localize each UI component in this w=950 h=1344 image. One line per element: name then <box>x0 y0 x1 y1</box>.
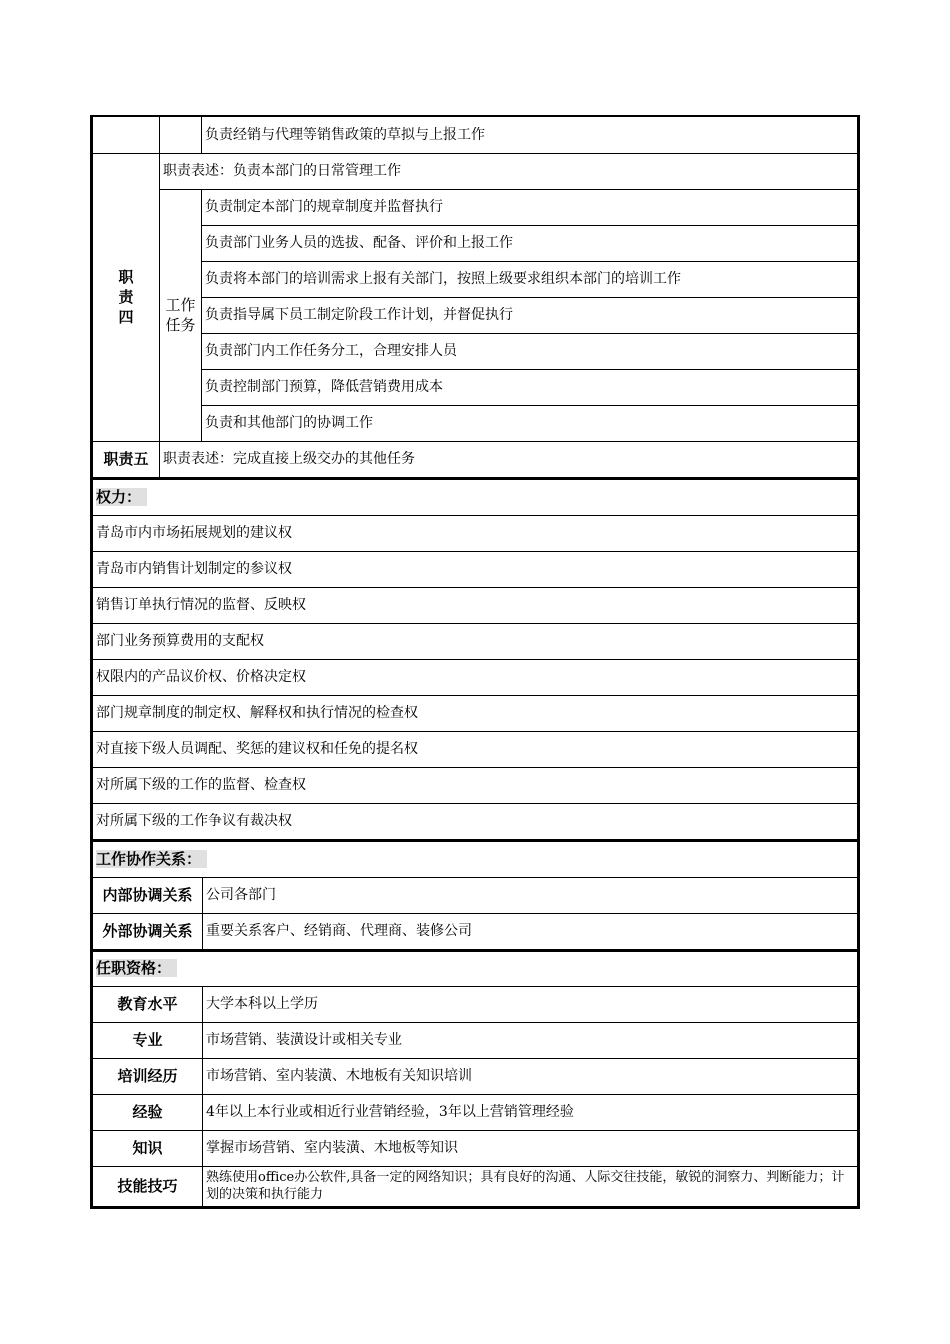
education-label: 教育水平 <box>93 986 203 1022</box>
skills-value: 熟练使用office办公软件,具备一定的网络知识；具有良好的沟通、人际交往技能，敏锐的洞察力、判断能力；计划的决策和执行能力 <box>203 1166 858 1206</box>
authority-header: 权力： <box>93 480 858 515</box>
authority-item: 对所属下级的工作的监督、检查权 <box>93 767 858 803</box>
duty-task-item: 负责将本部门的培训需求上报有关部门，按照上级要求组织本部门的培训工作 <box>202 261 858 297</box>
education-value: 大学本科以上学历 <box>203 986 858 1022</box>
experience-value: 4年以上本行业或相近行业营销经验，3年以上营销管理经验 <box>203 1094 858 1130</box>
cooperation-header: 工作协作关系： <box>93 842 858 877</box>
authority-item: 部门规章制度的制定权、解释权和执行情况的检查权 <box>93 695 858 731</box>
duty-five-statement: 职责表述：完成直接上级交办的其他任务 <box>160 441 858 477</box>
training-value: 市场营销、室内装潢、木地板有关知识培训 <box>203 1058 858 1094</box>
duty-task-item: 负责指导属下员工制定阶段工作计划，并督促执行 <box>202 297 858 333</box>
authority-item: 部门业务预算费用的支配权 <box>93 623 858 659</box>
major-value: 市场营销、装潢设计或相关专业 <box>203 1022 858 1058</box>
duty-task-item: 负责部门内工作任务分工，合理安排人员 <box>202 333 858 369</box>
external-coordination-label: 外部协调关系 <box>93 913 203 949</box>
empty-cell <box>160 117 202 153</box>
authority-table <box>90 478 860 842</box>
duty-task-item: 负责经销与代理等销售政策的草拟与上报工作 <box>202 117 858 153</box>
authority-item: 青岛市内销售计划制定的参议权 <box>93 551 858 587</box>
training-label: 培训经历 <box>93 1058 203 1094</box>
duty-five-label: 职责五 <box>93 441 160 477</box>
cooperation-table <box>90 840 860 952</box>
authority-item: 对所属下级的工作争议有裁决权 <box>93 803 858 839</box>
knowledge-label: 知识 <box>93 1130 203 1166</box>
duty-task-item: 负责和其他部门的协调工作 <box>202 405 858 441</box>
authority-item: 青岛市内市场拓展规划的建议权 <box>93 515 858 551</box>
external-coordination-value: 重要关系客户、经销商、代理商、装修公司 <box>203 913 858 949</box>
qualification-header: 任职资格： <box>93 951 858 986</box>
work-task-label: 工作 任务 <box>160 189 202 441</box>
skills-label: 技能技巧 <box>93 1166 203 1206</box>
authority-item: 权限内的产品议价权、价格决定权 <box>93 659 858 695</box>
duty-task-item: 负责制定本部门的规章制度并监督执行 <box>202 189 858 225</box>
duties-table <box>90 115 860 480</box>
authority-item: 对直接下级人员调配、奖惩的建议权和任免的提名权 <box>93 731 858 767</box>
major-label: 专业 <box>93 1022 203 1058</box>
duty-task-item: 负责部门业务人员的选拔、配备、评价和上报工作 <box>202 225 858 261</box>
duty-task-item: 负责控制部门预算，降低营销费用成本 <box>202 369 858 405</box>
internal-coordination-value: 公司各部门 <box>203 877 858 913</box>
authority-item: 销售订单执行情况的监督、反映权 <box>93 587 858 623</box>
qualification-table <box>90 949 860 1209</box>
knowledge-value: 掌握市场营销、室内装潢、木地板等知识 <box>203 1130 858 1166</box>
empty-cell <box>93 117 160 153</box>
duty-four-label: 职 责 四 <box>93 153 160 441</box>
experience-label: 经验 <box>93 1094 203 1130</box>
duty-four-statement: 职责表述：负责本部门的日常管理工作 <box>160 153 858 189</box>
internal-coordination-label: 内部协调关系 <box>93 877 203 913</box>
